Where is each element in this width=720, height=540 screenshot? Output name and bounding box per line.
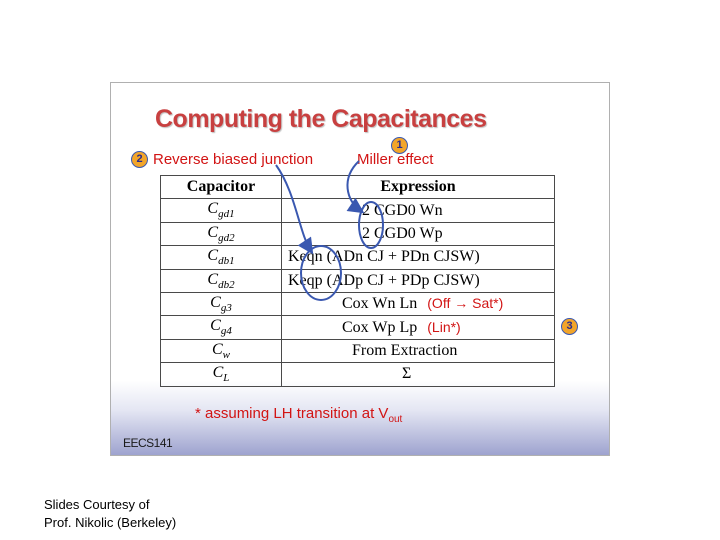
- capacitor-cell: [161, 316, 282, 339]
- capacitor-symbol: C: [211, 340, 223, 358]
- table-row: [161, 363, 555, 386]
- slide: [110, 82, 610, 456]
- callout-badge-3: 3: [561, 318, 578, 335]
- course-label: EECS141: [123, 436, 173, 450]
- expression-text: Cox Wn Ln: [342, 295, 418, 313]
- capacitor-cell: [161, 199, 282, 222]
- table-header-row: [161, 176, 555, 199]
- capacitor-subscript: gd2: [218, 232, 235, 245]
- capacitor-cell: [161, 222, 282, 245]
- capacitor-subscript: db1: [218, 255, 235, 268]
- expression-text: Keqp (ADp CJ + PDp CJSW): [288, 271, 480, 289]
- capacitor-subscript: g3: [220, 302, 232, 315]
- expression-cell: [282, 269, 555, 292]
- callout-badge-1: 1: [391, 137, 408, 154]
- capacitor-symbol: C: [207, 223, 219, 241]
- expression-cell: [282, 292, 555, 315]
- expression-text: Σ: [402, 365, 412, 383]
- expression-cell: [282, 339, 555, 362]
- table-row: [161, 222, 555, 245]
- capacitor-subscript: L: [223, 372, 230, 385]
- capacitor-subscript: w: [222, 349, 230, 362]
- capacitor-cell: [161, 269, 282, 292]
- capacitance-table: [160, 175, 555, 387]
- footnote: [195, 405, 402, 425]
- callout-badge-2: 2: [131, 151, 148, 168]
- expression-annotation: (Off → Sat*): [427, 295, 504, 312]
- capacitor-symbol: C: [207, 247, 219, 265]
- capacitor-symbol: C: [210, 294, 221, 312]
- slide-title: Computing the Capacitances: [155, 105, 487, 133]
- capacitor-cell: [161, 339, 282, 362]
- callout-reverse-biased-junction: Reverse biased junction: [153, 151, 314, 168]
- credit-line-1: Slides Courtesy of: [44, 497, 150, 512]
- capacitor-symbol: C: [210, 317, 221, 335]
- table-row: [161, 199, 555, 222]
- capacitor-subscript: g4: [220, 325, 232, 338]
- table-row: [161, 292, 555, 315]
- header-expression: Expression: [282, 176, 555, 199]
- expression-cell: [282, 363, 555, 386]
- table-row: [161, 246, 555, 269]
- capacitor-subscript: gd1: [218, 208, 235, 221]
- capacitor-cell: [161, 292, 282, 315]
- capacitor-cell: [161, 363, 282, 386]
- expression-annotation: (Lin*): [427, 318, 461, 335]
- expression-cell: [282, 246, 555, 269]
- callout-miller-effect: Miller effect: [357, 151, 434, 168]
- footnote-text: * assuming LH transition at V: [195, 405, 389, 422]
- expression-text: Cox Wp Lp: [342, 318, 418, 336]
- table-row: [161, 339, 555, 362]
- header-capacitor: Capacitor: [161, 176, 282, 199]
- table-row: [161, 316, 555, 339]
- expression-text: From Extraction: [352, 341, 458, 359]
- capacitor-cell: [161, 246, 282, 269]
- capacitor-symbol: C: [212, 364, 224, 382]
- table-row: [161, 269, 555, 292]
- capacitor-subscript: db2: [218, 278, 235, 291]
- footnote-subscript: out: [388, 414, 403, 425]
- capacitor-symbol: C: [207, 270, 219, 288]
- slide-credit: [44, 496, 176, 532]
- credit-line-2: Prof. Nikolic (Berkeley): [44, 515, 177, 530]
- expression-text: 2 CGD0 Wn: [362, 201, 443, 219]
- expression-text: 2 CGD0 Wp: [362, 224, 443, 242]
- expression-cell: [282, 222, 555, 245]
- expression-cell: [282, 199, 555, 222]
- expression-cell: [282, 316, 555, 339]
- capacitor-symbol: C: [207, 200, 219, 218]
- expression-text: Keqn (ADn CJ + PDn CJSW): [288, 248, 480, 266]
